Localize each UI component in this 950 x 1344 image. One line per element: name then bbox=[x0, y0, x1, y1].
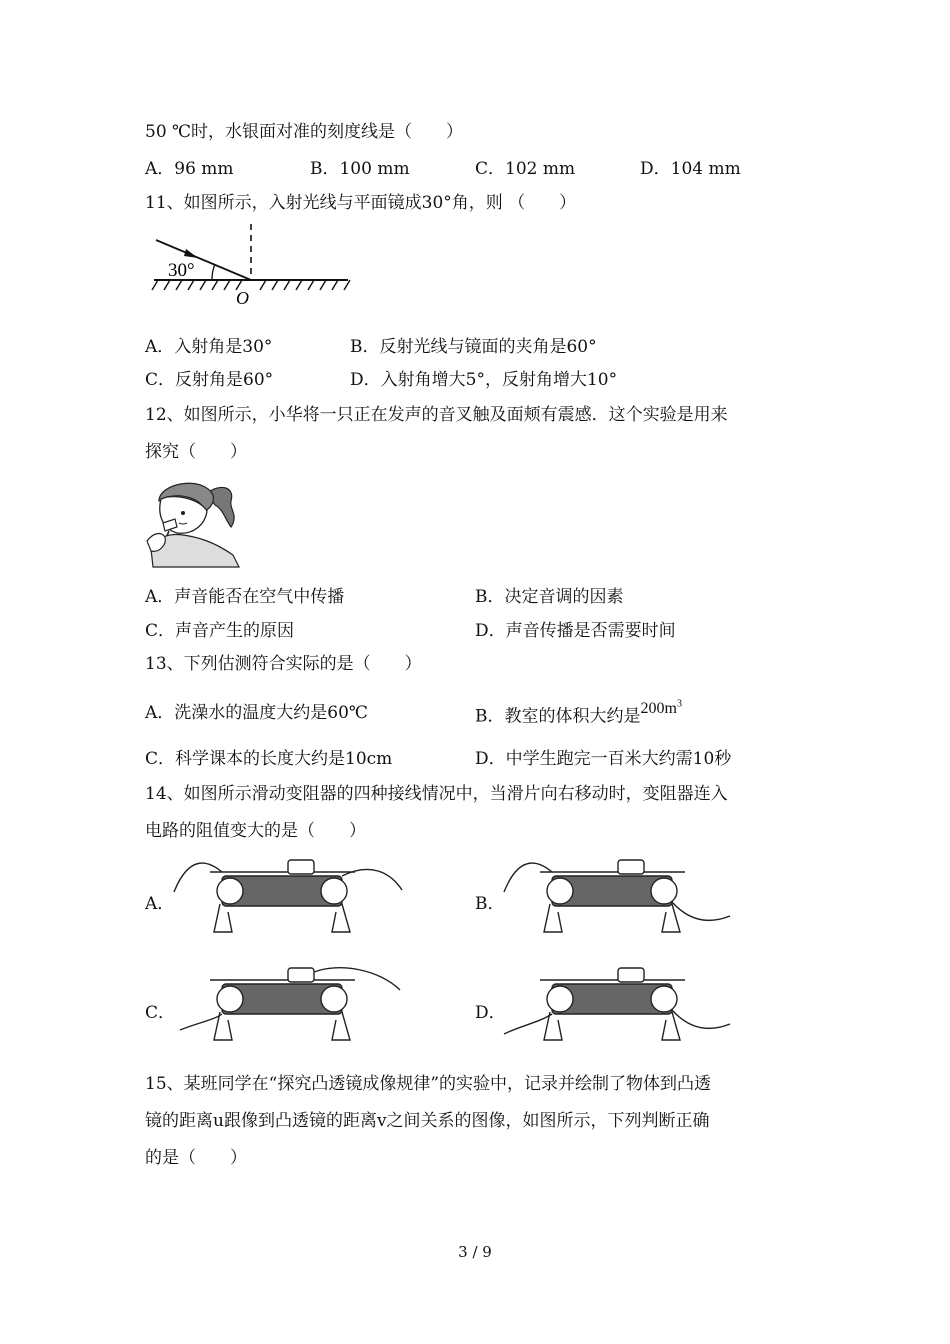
q15-line1: 15、某班同学在“探究凸透镜成像规律”的实验中，记录并绘制了物体到凸透 bbox=[145, 1074, 712, 1094]
q13-option-b bbox=[475, 699, 682, 728]
q14-rheostat-d bbox=[500, 960, 735, 1048]
q12-stem-line1: 12、如图所示，小华将一只正在发声的音叉触及面颊有震感．这个实验是用来 bbox=[145, 405, 728, 425]
q13-option-b-text: B．教室的体积大约是 bbox=[475, 706, 641, 727]
q10-tail: 50 ℃时，水银面对准的刻度线是（ ） bbox=[145, 122, 464, 142]
q14-rheostat-c bbox=[170, 960, 405, 1048]
q10-option-c: C．102 mm bbox=[475, 159, 576, 179]
q13-option-b-exponent: 3 bbox=[676, 699, 682, 710]
q13-option-a: A．洗澡水的温度大约是60℃ bbox=[145, 703, 368, 723]
q11-option-b: B．反射光线与镜面的夹角是60° bbox=[350, 337, 597, 357]
q14-label-b: B． bbox=[475, 894, 505, 914]
q10-option-b: B．100 mm bbox=[310, 159, 410, 179]
q14-stem-line2: 电路的阻值变大的是（ ） bbox=[145, 821, 366, 841]
q14-label-a: A． bbox=[145, 894, 175, 914]
q12-option-b: B．决定音调的因素 bbox=[475, 587, 624, 607]
q13-option-c: C．科学课本的长度大约是10cm bbox=[145, 749, 393, 769]
q14-stem-line1: 14、如图所示滑动变阻器的四种接线情况中，当滑片向右移动时，变阻器连入 bbox=[145, 784, 728, 804]
q11-stem: 11、如图所示，入射光线与平面镜成30°角，则 （ ） bbox=[145, 193, 577, 213]
q10-option-d: D．104 mm bbox=[640, 159, 741, 179]
q12-option-c: C．声音产生的原因 bbox=[145, 621, 295, 641]
q12-option-a: A．声音能否在空气中传播 bbox=[145, 587, 345, 607]
q13-option-b-value: $200m^3$ bbox=[640, 699, 682, 718]
q12-stem-line2: 探究（ ） bbox=[145, 442, 247, 462]
q11-point-label: O bbox=[236, 288, 249, 306]
q11-angle-label: 30° bbox=[168, 260, 195, 281]
q13-stem: 13、下列估测符合实际的是（ ） bbox=[145, 654, 422, 674]
q14-rheostat-b bbox=[500, 852, 735, 940]
q15-line3: 的是（ ） bbox=[145, 1148, 247, 1168]
q12-girl-tuning-fork-figure bbox=[143, 475, 243, 569]
q10-option-a: A．96 mm bbox=[145, 159, 234, 179]
q11-option-a: A．入射角是30° bbox=[145, 337, 273, 357]
q11-option-d: D．入射角增大5°，反射角增大10° bbox=[350, 370, 618, 390]
q11-option-c: C．反射角是60° bbox=[145, 370, 274, 390]
q11-mirror-figure bbox=[150, 222, 360, 306]
q15-line2: 镜的距离u跟像到凸透镜的距离v之间关系的图像，如图所示，下列判断正确 bbox=[145, 1111, 710, 1131]
q14-label-c: C． bbox=[145, 1003, 176, 1023]
q13-option-d: D．中学生跑完一百米大约需10秒 bbox=[475, 749, 732, 769]
q12-option-d: D．声音传播是否需要时间 bbox=[475, 621, 676, 641]
page-number: 3 / 9 bbox=[458, 1243, 492, 1261]
q14-label-d: D． bbox=[475, 1003, 506, 1023]
q14-rheostat-a bbox=[170, 852, 405, 940]
